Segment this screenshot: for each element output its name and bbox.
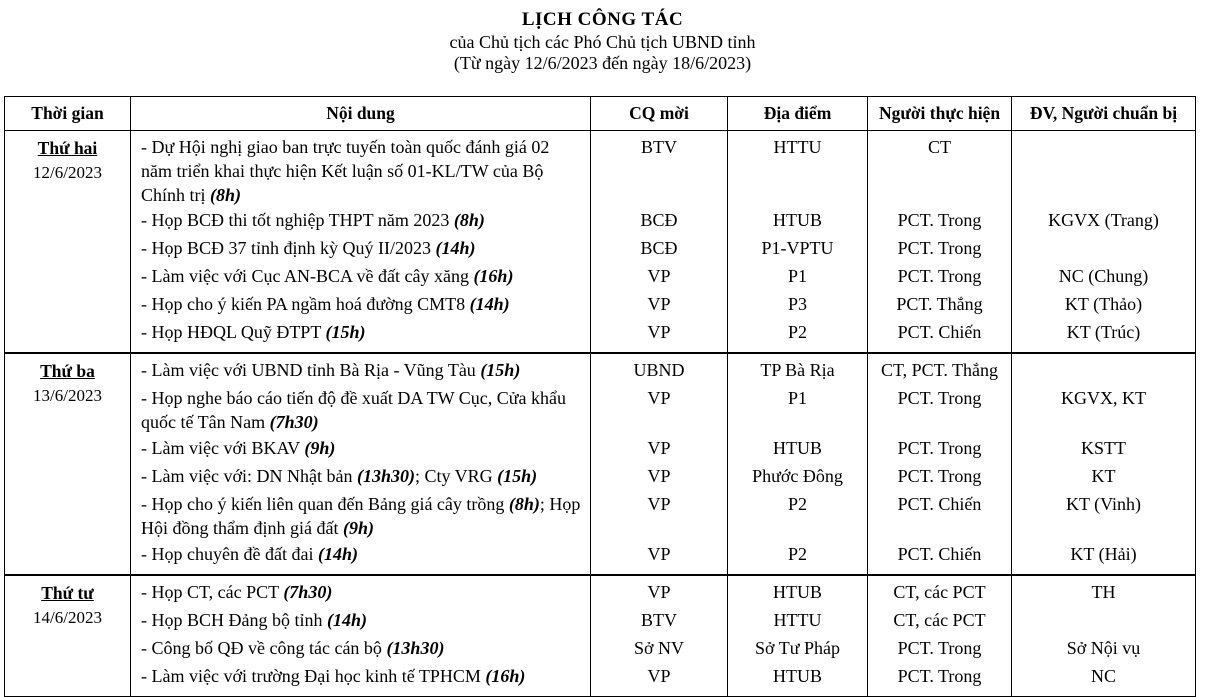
schedule-item-preparer: TH: [1091, 582, 1116, 602]
schedule-item-preparer: NC: [1090, 666, 1116, 686]
executor-column-cell: [868, 353, 1012, 575]
day-date: 13/6/2023: [33, 386, 102, 405]
day-row: [5, 353, 1196, 575]
preparer-column-cell: [1012, 353, 1196, 575]
schedule-item-content: [131, 580, 590, 608]
schedule-item-text: - Họp CT, các PCT: [141, 582, 284, 602]
schedule-item-text: ; Họp Hội đồng thẩm định giá đất: [141, 494, 581, 538]
schedule-item-time: (14h): [469, 294, 510, 314]
column-header-executor: Người thực hiện: [868, 97, 1012, 131]
schedule-item-preparer: KGVX, KT: [1061, 388, 1146, 408]
schedule-item-preparer: Sở Nội vụ: [1066, 638, 1141, 658]
schedule-item-content: [131, 320, 590, 348]
schedule-item-content: [131, 436, 590, 464]
schedule-item-preparer: KT (Hải): [1070, 544, 1137, 564]
schedule-item-time: (14h): [435, 238, 476, 258]
preparer-column-cell: [1012, 131, 1196, 354]
schedule-item-location: Sở Tư Pháp: [755, 638, 840, 658]
column-header-preparer: ĐV, Người chuẩn bị: [1012, 97, 1196, 131]
schedule-item-text: - Họp HĐQL Quỹ ĐTPT: [141, 322, 326, 342]
schedule-item-content: [131, 464, 590, 492]
schedule-item-agency: VP: [647, 544, 671, 564]
schedule-item-location: HTUB: [773, 438, 822, 458]
schedule-item-preparer: [1012, 608, 1195, 636]
day-name: Thứ tư: [41, 583, 94, 603]
schedule-item-text: ; Cty VRG: [414, 466, 498, 486]
schedule-item-preparer: KGVX (Trang): [1048, 210, 1159, 230]
schedule-item-time: (15h): [480, 360, 521, 380]
document-header: [0, 8, 1205, 74]
schedule-item-agency: VP: [647, 388, 671, 408]
schedule-item-location: P2: [787, 322, 807, 342]
document-title: LỊCH CÔNG TÁC: [521, 9, 684, 30]
schedule-item-agency: VP: [647, 582, 671, 602]
schedule-item-executor: CT, PCT. Thắng: [881, 360, 998, 380]
schedule-item-text: - Họp BCĐ thi tốt nghiệp THPT năm 2023: [141, 210, 454, 230]
schedule-item-content: [131, 358, 590, 386]
day-name: Thứ hai: [37, 138, 98, 158]
schedule-item-agency: BTV: [641, 137, 677, 157]
schedule-item-preparer: KT (Vinh): [1065, 494, 1142, 514]
schedule-item-preparer: KT (Trúc): [1066, 322, 1141, 342]
schedule-item-agency: BTV: [641, 610, 677, 630]
schedule-item-content: [131, 664, 590, 692]
schedule-item-agency: VP: [647, 294, 671, 314]
schedule-item-text: - Họp BCĐ 37 tỉnh định kỳ Quý II/2023: [141, 238, 436, 258]
schedule-item-executor: PCT. Trong: [897, 238, 982, 258]
location-column-cell: [728, 131, 868, 354]
schedule-item-location: P3: [787, 294, 807, 314]
schedule-item-time: (8h): [210, 185, 242, 205]
day-cell: [5, 575, 131, 697]
schedule-item-agency: VP: [647, 466, 671, 486]
schedule-item-location: HTUB: [773, 666, 822, 686]
schedule-item-text: - Họp cho ý kiến liên quan đến Bảng giá cây trồng: [141, 494, 509, 514]
schedule-item-preparer: [1012, 236, 1195, 264]
schedule-item-time: (14h): [327, 610, 367, 630]
schedule-item-text: - Làm việc với BKAV: [141, 438, 305, 458]
schedule-item-location: P1: [787, 266, 807, 286]
schedule-item-content: [131, 236, 590, 264]
schedule-item-content: [131, 636, 590, 664]
schedule-item-time: (7h30): [269, 412, 319, 432]
day-name: Thứ ba: [40, 361, 95, 381]
schedule-item-time: (16h): [485, 666, 526, 686]
day-cell: [5, 353, 131, 575]
schedule-item-executor: CT: [927, 137, 951, 157]
schedule-item-time: (8h): [453, 210, 485, 230]
schedule-item-text: - Họp chuyên đề đất đai: [141, 544, 318, 564]
schedule-item-executor: PCT. Chiến: [897, 544, 982, 564]
schedule-item-content: [131, 208, 590, 236]
schedule-item-executor: PCT. Trong: [897, 388, 982, 408]
schedule-item-text: - Dự Hội nghị giao ban trực tuyến toàn quốc đánh giá 02 năm triển khai thực hiện Kết luận số 01-KL/TW của Bộ Chính trị: [141, 137, 550, 205]
schedule-item-text: - Công bố QĐ về công tác cán bộ: [141, 638, 387, 658]
schedule-item-time: (16h): [473, 266, 514, 286]
schedule-item-agency: VP: [647, 666, 671, 686]
schedule-item-text: - Họp cho ý kiến PA ngầm hoá đường CMT8: [141, 294, 470, 314]
schedule-item-text: - Làm việc với trường Đại học kinh tế TPHCM: [141, 666, 486, 686]
executor-column-cell: [868, 131, 1012, 354]
schedule-item-location: HTTU: [773, 610, 822, 630]
schedule-item-location: HTUB: [773, 582, 822, 602]
schedule-item-content: [131, 608, 590, 636]
schedule-item-preparer: [1012, 135, 1195, 208]
location-column-cell: [728, 575, 868, 697]
schedule-item-executor: PCT. Thắng: [896, 294, 983, 314]
schedule-item-executor: PCT. Chiến: [897, 322, 982, 342]
schedule-item-content: [131, 542, 590, 570]
schedule-item-executor: CT, các PCT: [893, 582, 986, 602]
agency-column-cell: [591, 353, 728, 575]
schedule-item-executor: PCT. Chiến: [897, 494, 982, 514]
schedule-item-content: [131, 292, 590, 320]
column-header-time: Thời gian: [5, 97, 131, 131]
schedule-item-preparer: NC (Chung): [1058, 266, 1149, 286]
schedule-item-executor: PCT. Trong: [897, 438, 982, 458]
schedule-item-time: (15h): [497, 466, 538, 486]
location-column-cell: [728, 353, 868, 575]
schedule-item-preparer: KT: [1091, 466, 1116, 486]
schedule-item-executor: PCT. Trong: [897, 666, 982, 686]
schedule-item-preparer: KSTT: [1081, 438, 1126, 458]
document-period: (Từ ngày 12/6/2023 đến ngày 18/6/2023): [453, 53, 752, 73]
schedule-item-time: (13h30): [356, 466, 415, 486]
schedule-item-time: (15h): [325, 322, 366, 342]
schedule-item-agency: VP: [647, 322, 671, 342]
schedule-item-time: (7h30): [283, 582, 333, 602]
schedule-item-executor: PCT. Trong: [897, 266, 982, 286]
schedule-item-agency: VP: [647, 494, 671, 514]
schedule-item-content: [131, 135, 590, 208]
schedule-item-location: P2: [787, 544, 807, 564]
table-header-row: [5, 97, 1196, 131]
content-column-cell: [131, 575, 591, 697]
schedule-item-executor: PCT. Trong: [897, 466, 982, 486]
schedule-item-time: (8h): [508, 494, 540, 514]
day-date: 14/6/2023: [33, 608, 102, 627]
schedule-item-executor: CT, các PCT: [893, 610, 986, 630]
schedule-body: [5, 131, 1196, 697]
schedule-item-location: Phước Đông: [752, 466, 843, 486]
content-column-cell: [131, 353, 591, 575]
day-row: [5, 131, 1196, 354]
schedule-item-time: (9h): [304, 438, 336, 458]
day-row: [5, 575, 1196, 697]
schedule-item-location: P2: [787, 494, 807, 514]
document-subtitle: của Chủ tịch các Phó Chủ tịch UBND tỉnh: [449, 32, 756, 52]
schedule-item-preparer: [1012, 358, 1195, 386]
schedule-item-time: (14h): [317, 544, 358, 564]
schedule-item-executor: PCT. Trong: [897, 210, 982, 230]
schedule-item-content: [131, 386, 590, 436]
schedule-table: [4, 96, 1196, 697]
schedule-item-agency: VP: [647, 266, 671, 286]
schedule-item-agency: Sở NV: [633, 638, 685, 658]
column-header-agency: CQ mời: [591, 97, 728, 131]
schedule-item-agency: BCĐ: [640, 238, 678, 258]
schedule-item-text: - Làm việc với UBND tỉnh Bà Rịa - Vũng Tàu: [141, 360, 481, 380]
content-column-cell: [131, 131, 591, 354]
schedule-item-text: - Họp BCH Đảng bộ tỉnh: [141, 610, 327, 630]
schedule-item-location: P1: [787, 388, 807, 408]
day-cell: [5, 131, 131, 354]
agency-column-cell: [591, 131, 728, 354]
schedule-item-text: - Làm việc với: DN Nhật bản: [141, 466, 357, 486]
agency-column-cell: [591, 575, 728, 697]
schedule-item-preparer: KT (Thảo): [1064, 294, 1143, 314]
schedule-item-agency: BCĐ: [640, 210, 678, 230]
schedule-item-agency: VP: [647, 438, 671, 458]
schedule-item-location: HTUB: [773, 210, 822, 230]
day-date: 12/6/2023: [33, 163, 102, 182]
schedule-item-content: [131, 264, 590, 292]
schedule-item-time: (13h30): [386, 638, 445, 658]
schedule-item-agency: UBND: [633, 360, 685, 380]
preparer-column-cell: [1012, 575, 1196, 697]
schedule-item-location: P1-VPTU: [761, 238, 834, 258]
schedule-item-time: (9h): [342, 518, 374, 538]
schedule-item-text: - Làm việc với Cục AN-BCA về đất cây xăng: [141, 266, 474, 286]
executor-column-cell: [868, 575, 1012, 697]
column-header-location: Địa điểm: [728, 97, 868, 131]
schedule-item-content: [131, 492, 590, 542]
schedule-item-location: HTTU: [773, 137, 822, 157]
schedule-item-location: TP Bà Rịa: [760, 360, 835, 380]
column-header-content: Nội dung: [131, 97, 591, 131]
schedule-item-executor: PCT. Trong: [897, 638, 982, 658]
schedule-item-text: - Họp nghe báo cáo tiến độ đề xuất DA TW Cục, Cửa khẩu quốc tế Tân Nam: [141, 388, 566, 432]
